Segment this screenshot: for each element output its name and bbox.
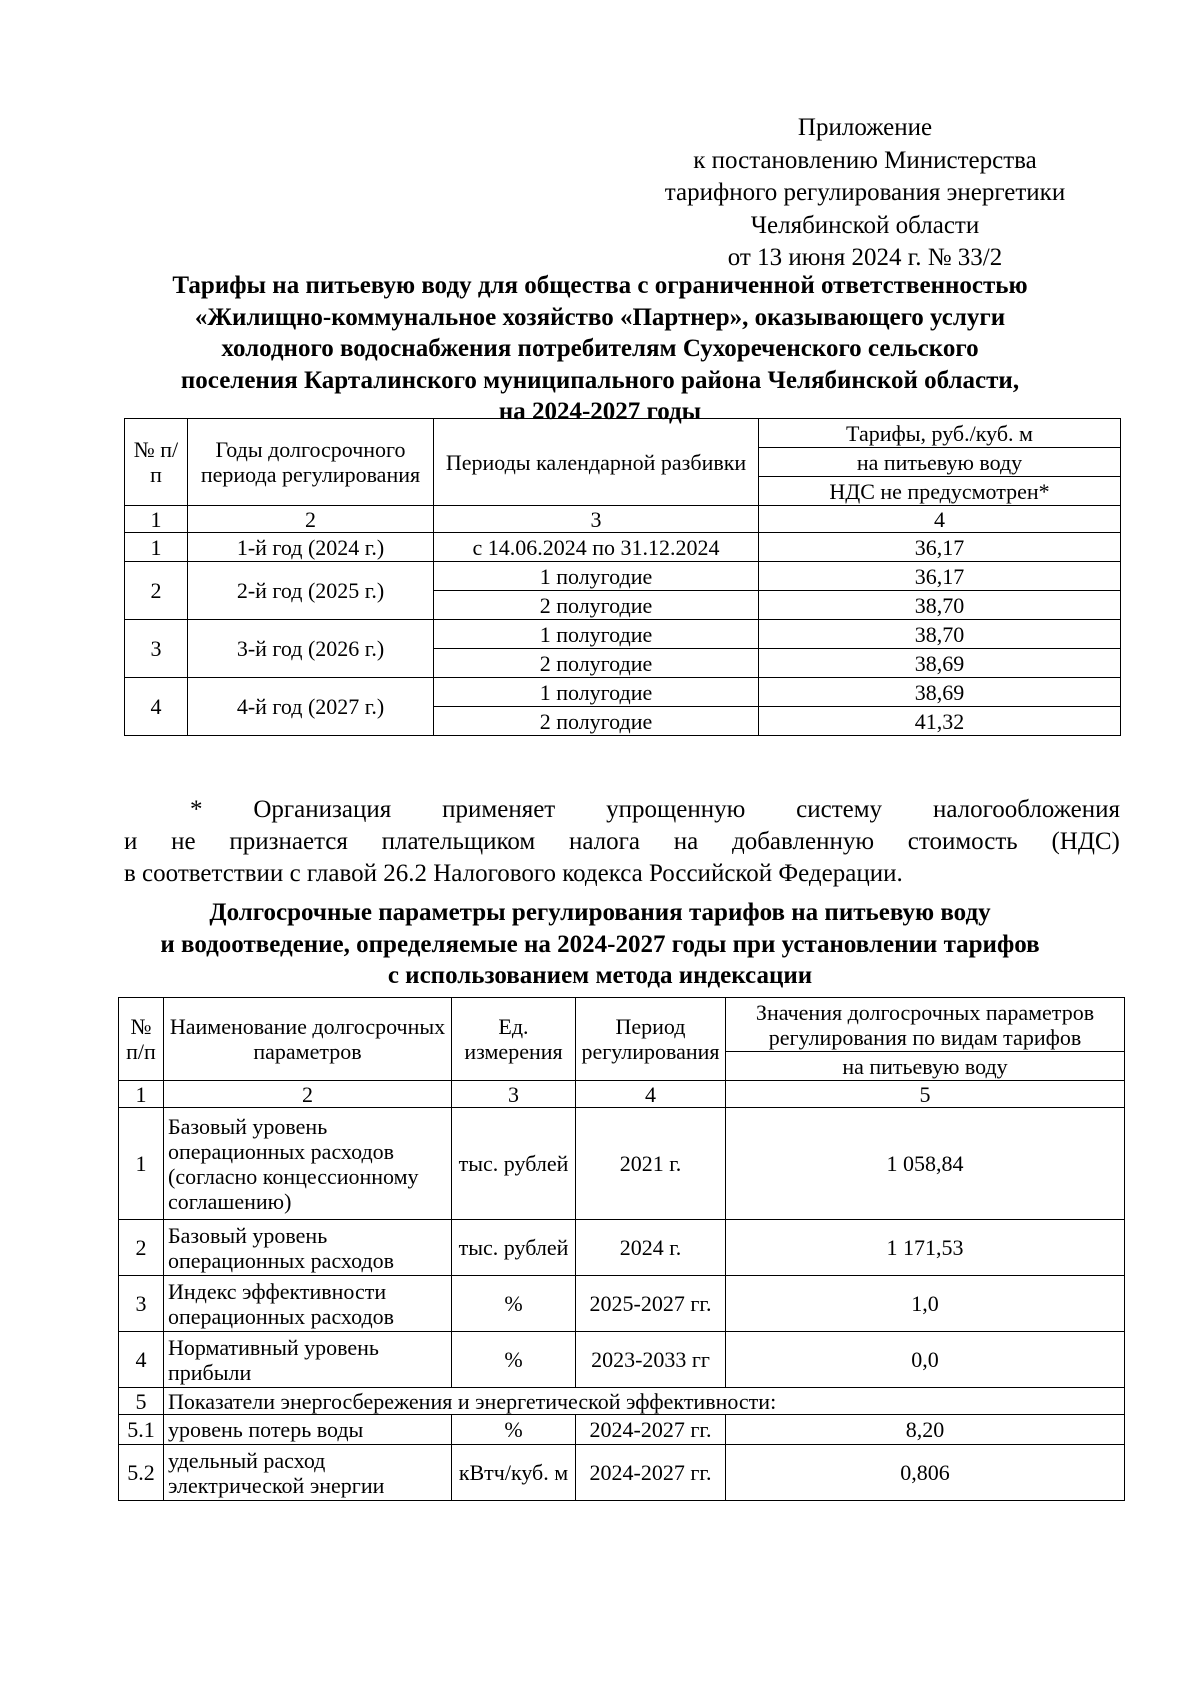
table-row xyxy=(125,620,1121,649)
row-value: 1 171,53 xyxy=(726,1220,1125,1276)
footnote-word: применяет xyxy=(442,796,556,823)
row-value: 0,0 xyxy=(726,1332,1125,1388)
row-num: 2 xyxy=(119,1220,164,1276)
footnote-word: налогообложения xyxy=(932,796,1120,823)
appendix-line: Приложение xyxy=(797,114,933,141)
footnote-word: Организация xyxy=(253,796,392,823)
title-line: на 2024-2027 годы xyxy=(498,398,702,425)
row-num: 2 xyxy=(125,562,188,620)
row-period: 2 полугодие xyxy=(434,707,759,736)
appendix-line: Челябинской области xyxy=(750,211,980,239)
row-name: удельный расход электрической энергии xyxy=(164,1445,452,1501)
header-drinking-water: на питьевую воду xyxy=(726,1052,1125,1081)
row-tariff: 38,70 xyxy=(759,591,1121,620)
tariff-table-title xyxy=(0,270,1200,428)
row-period: 2024 г. xyxy=(576,1220,726,1276)
row-unit: % xyxy=(452,1276,576,1332)
row-period: 2024-2027 гг. xyxy=(576,1415,726,1445)
table-row xyxy=(125,533,1121,562)
row-num: 4 xyxy=(125,678,188,736)
row-value: 8,20 xyxy=(726,1415,1125,1445)
col-number: 1 xyxy=(119,1081,164,1108)
title-line: и водоотведение, определяемые на 2024-2027 годы при установлении тарифов xyxy=(160,930,1040,958)
row-name: Нормативный уровень прибыли xyxy=(164,1332,452,1388)
title-line: холодного водоснабжения потребителям Сухореченского сельского xyxy=(221,335,979,362)
footnote-word: признается xyxy=(229,828,348,855)
row-period: 2 полугодие xyxy=(434,591,759,620)
header-name: Наименование долгосрочных параметров xyxy=(164,998,452,1081)
row-year: 2-й год (2025 г.) xyxy=(188,562,434,620)
appendix-line: к постановлению Министерства xyxy=(693,146,1037,174)
row-tariff: 38,70 xyxy=(759,620,1121,649)
footnote-word: добавленную xyxy=(731,828,875,855)
footnote-line: в соответствии с главой 26.2 Налогового кодекса Российской Федерации. xyxy=(124,860,903,887)
row-period: 1 полугодие xyxy=(434,562,759,591)
footnote-word: и xyxy=(124,828,138,855)
header-num: № п/п xyxy=(119,998,164,1081)
table-row xyxy=(119,1445,1125,1501)
footnote-word: * xyxy=(190,796,203,823)
footnote-line xyxy=(124,794,1120,826)
row-period: 1 полугодие xyxy=(434,678,759,707)
row-value: 1,0 xyxy=(726,1276,1125,1332)
title-line: Долгосрочные параметры регулирования тарифов на питьевую воду xyxy=(209,899,991,926)
row-name: Индекс эффективности операционных расходов xyxy=(164,1276,452,1332)
row-unit: кВтч/куб. м xyxy=(452,1445,576,1501)
appendix-line: тарифного регулирования энергетики xyxy=(664,179,1066,206)
table-row xyxy=(119,1415,1125,1445)
row-value: 0,806 xyxy=(726,1445,1125,1501)
title-line: «Жилищно-коммунальное хозяйство «Партнер», оказывающего услуги xyxy=(194,303,1006,331)
row-tariff: 36,17 xyxy=(759,562,1121,591)
tariff-table xyxy=(124,418,1121,736)
header-period: Период регулирования xyxy=(576,998,726,1081)
table-row xyxy=(119,1332,1125,1388)
col-number: 3 xyxy=(452,1081,576,1108)
table-row xyxy=(119,1220,1125,1276)
row-name: Базовый уровень операционных расходов xyxy=(164,1220,452,1276)
table-row xyxy=(125,678,1121,707)
table-row xyxy=(119,1276,1125,1332)
header-years: Годы долгосрочного периода регулирования xyxy=(188,419,434,506)
appendix-header xyxy=(630,112,1100,275)
header-unit: Ед. измерения xyxy=(452,998,576,1081)
row-name: Базовый уровень операционных расходов (согласно концессионному соглашению) xyxy=(164,1108,452,1220)
header-drinking-water: на питьевую воду xyxy=(759,448,1121,477)
row-num: 5.1 xyxy=(119,1415,164,1445)
row-year: 1-й год (2024 г.) xyxy=(188,533,434,562)
title-line: с использованием метода индексации xyxy=(387,962,813,989)
col-number: 4 xyxy=(759,506,1121,533)
row-unit: тыс. рублей xyxy=(452,1220,576,1276)
footnote-word: упрощенную xyxy=(606,796,746,823)
row-num: 1 xyxy=(119,1108,164,1220)
row-period: с 14.06.2024 по 31.12.2024 xyxy=(434,533,759,562)
row-value: 1 058,84 xyxy=(726,1108,1125,1220)
col-number: 2 xyxy=(164,1081,452,1108)
row-period: 2 полугодие xyxy=(434,649,759,678)
row-tariff: 38,69 xyxy=(759,678,1121,707)
row-unit: тыс. рублей xyxy=(452,1108,576,1220)
table-row xyxy=(119,1388,1125,1415)
footnote-word: систему xyxy=(796,796,883,823)
vat-footnote xyxy=(124,794,1120,890)
row-year: 4-й год (2027 г.) xyxy=(188,678,434,736)
header-periods: Периоды календарной разбивки xyxy=(434,419,759,506)
row-period: 2023-2033 гг xyxy=(576,1332,726,1388)
table-row xyxy=(125,562,1121,591)
table-row xyxy=(119,1108,1125,1220)
header-tariffs: Тарифы, руб./куб. м xyxy=(759,419,1121,448)
title-line: поселения Карталинского муниципального района Челябинской области, xyxy=(180,366,1020,394)
footnote-word: (НДС) xyxy=(1051,828,1120,855)
footnote-word: налога xyxy=(568,828,640,855)
header-values: Значения долгосрочных параметров регулирования по видам тарифов xyxy=(726,998,1125,1052)
row-period: 2025-2027 гг. xyxy=(576,1276,726,1332)
col-number: 4 xyxy=(576,1081,726,1108)
row-unit: % xyxy=(452,1415,576,1445)
col-number: 3 xyxy=(434,506,759,533)
parameters-table-title xyxy=(0,897,1200,992)
row-period: 2021 г. xyxy=(576,1108,726,1220)
row-num: 3 xyxy=(125,620,188,678)
col-number: 1 xyxy=(125,506,188,533)
row-tariff: 38,69 xyxy=(759,649,1121,678)
row-name: уровень потерь воды xyxy=(164,1415,452,1445)
row-num: 5 xyxy=(119,1388,164,1415)
footnote-word: на xyxy=(673,828,699,855)
col-number: 2 xyxy=(188,506,434,533)
footnote-word: стоимость xyxy=(907,828,1018,855)
appendix-line: от 13 июня 2024 г. № 33/2 xyxy=(727,244,1003,271)
footnote-word: плательщиком xyxy=(381,828,536,855)
row-tariff: 36,17 xyxy=(759,533,1121,562)
row-num: 3 xyxy=(119,1276,164,1332)
row-num: 5.2 xyxy=(119,1445,164,1501)
header-vat: НДС не предусмотрен* xyxy=(759,477,1121,506)
title-line: Тарифы на питьевую воду для общества с ограниченной ответственностью xyxy=(172,272,1028,299)
row-unit: % xyxy=(452,1332,576,1388)
row-period: 1 полугодие xyxy=(434,620,759,649)
row-period: 2024-2027 гг. xyxy=(576,1445,726,1501)
col-number: 5 xyxy=(726,1081,1125,1108)
footnote-word: не xyxy=(171,828,196,855)
row-num: 1 xyxy=(125,533,188,562)
parameters-table xyxy=(118,997,1125,1501)
header-num: № п/п xyxy=(125,419,188,506)
row-tariff: 41,32 xyxy=(759,707,1121,736)
section-title: Показатели энергосбережения и энергетической эффективности: xyxy=(164,1388,1125,1415)
row-year: 3-й год (2026 г.) xyxy=(188,620,434,678)
row-num: 4 xyxy=(119,1332,164,1388)
footnote-line xyxy=(124,826,1120,858)
